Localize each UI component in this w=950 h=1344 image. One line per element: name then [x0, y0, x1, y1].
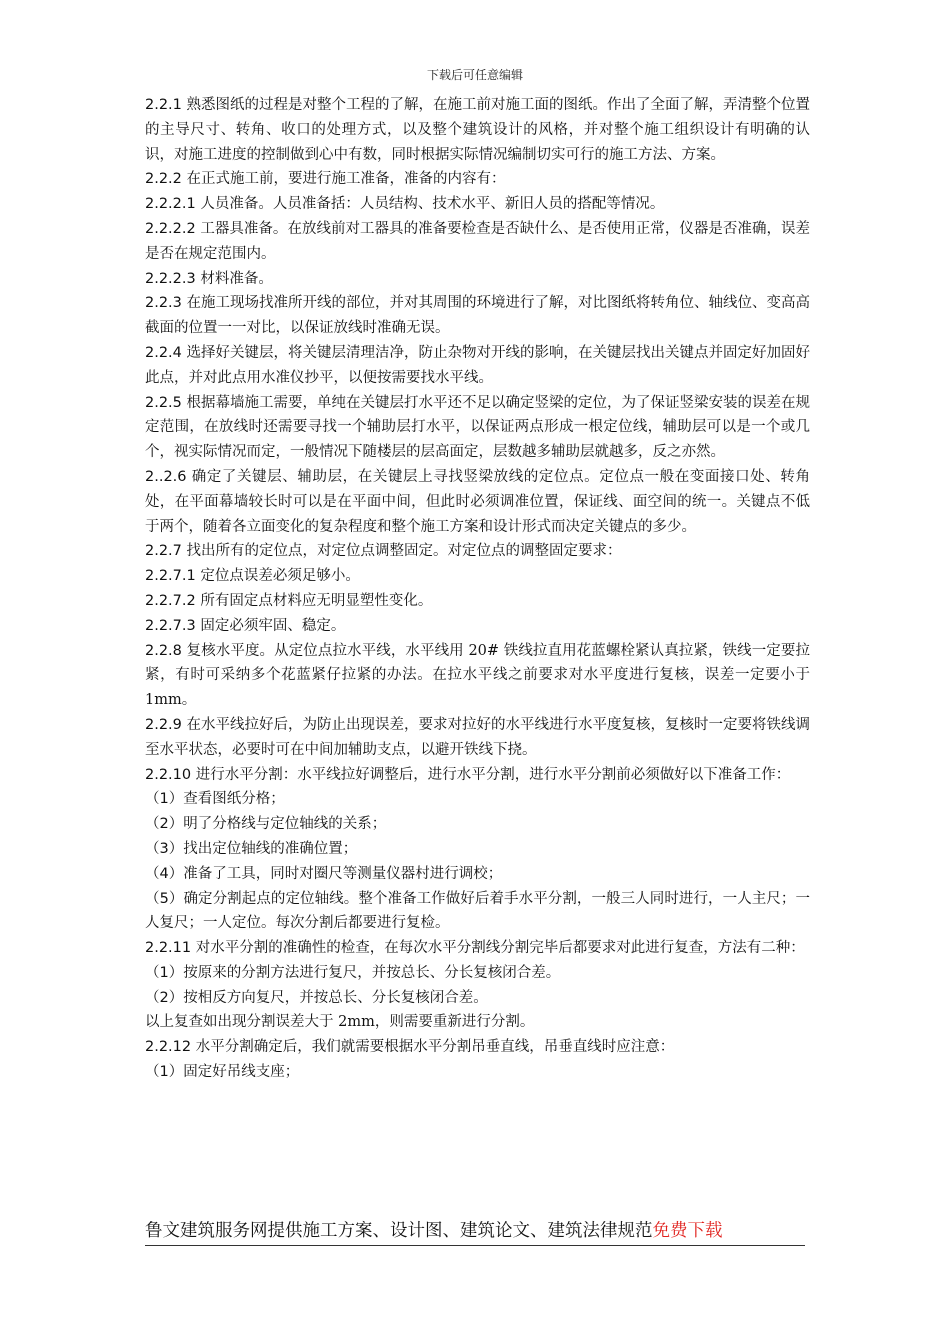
- paragraph: [145, 564, 810, 589]
- list-item: [145, 862, 810, 887]
- list-item-text: 准备了工具，同时对圈尺等测量仪器村进行调校；: [183, 865, 503, 882]
- list-number: （4）: [145, 865, 184, 882]
- list-number: （1）: [145, 964, 184, 981]
- paragraph: [145, 1010, 810, 1035]
- list-number: （1）: [145, 1064, 184, 1081]
- paragraph-text: 所有固定点材料应无明显塑性变化。: [195, 592, 433, 609]
- list-number: （3）: [145, 840, 184, 857]
- page-footer: [145, 1219, 805, 1246]
- list-item: [145, 887, 810, 937]
- paragraph-text: 定位点误差必须足够小。: [195, 568, 360, 585]
- footer-download-link[interactable]: 免费下载: [652, 1221, 723, 1241]
- paragraph: [145, 539, 810, 564]
- list-item: [145, 837, 810, 862]
- section-number: 2.2.5: [145, 394, 182, 411]
- paragraph-text: 水平分割确定后，我们就需要根据水平分割吊垂直线，吊垂直线时应注意：: [191, 1039, 675, 1056]
- list-number: （2）: [145, 989, 184, 1006]
- list-item: [145, 812, 810, 837]
- paragraph-text: 对水平分割的准确性的检查，在每次水平分割线分割完毕后都要求对此进行复查，方法有二种：: [191, 940, 805, 957]
- paragraph-text: 工器具准备。在放线前对工器具的准备要检查是否缺什么、是否使用正常，仪器是否准确，误差是否在规定范围内。: [145, 220, 810, 262]
- paragraph: [145, 465, 810, 539]
- footer-text: 鲁文建筑服务网提供施工方案、设计图、建筑论文、建筑法律规范: [145, 1221, 653, 1241]
- section-number: 2.2.10: [145, 766, 192, 783]
- paragraph: [145, 391, 810, 465]
- paragraph: [145, 341, 810, 391]
- paragraph: [145, 1035, 810, 1060]
- paragraph: [145, 167, 810, 192]
- document-body: [145, 93, 810, 1085]
- list-number: （1）: [145, 791, 184, 808]
- section-number: 2.2.9: [145, 716, 182, 733]
- section-number: 2.2.7.1: [145, 568, 196, 585]
- paragraph-text: 在正式施工前，要进行施工准备，准备的内容有：: [181, 171, 506, 188]
- section-number: 2.2.4: [145, 344, 182, 361]
- paragraph-text: 找出所有的定位点，对定位点调整固定。对定位点的调整固定要求：: [181, 543, 622, 560]
- list-item: [145, 787, 810, 812]
- list-item: [145, 961, 810, 986]
- section-number: 2.2.8: [145, 642, 182, 659]
- list-item-text: 按相反方向复尺，并按总长、分长复核闭合差。: [183, 989, 488, 1006]
- paragraph-text: 选择好关键层，将关键层清理洁净，防止杂物对开线的影响，在关键层找出关键点并固定好加固好此点，并对此点用水准仪抄平，以便按需要找水平线。: [145, 344, 811, 386]
- section-number: 2.2.1: [145, 97, 182, 113]
- paragraph-text: 复核水平度。从定位点拉水平线，水平线用 20# 铁线拉直用花蓝螺栓紧认真拉紧，铁线一定要拉紧，有时可采纳多个花蓝紧仔拉紧的办法。在拉水平线之前要求对水平度进行复核，误差一定要小于 1mm。: [145, 642, 810, 709]
- paragraph: [145, 763, 810, 788]
- paragraph: [145, 217, 810, 267]
- list-item-text: 明了分格线与定位轴线的关系；: [183, 816, 387, 833]
- paragraph-text: 熟悉图纸的过程是对整个工程的了解，在施工前对施工面的图纸。作出了全面了解，弄清整个位置的主导尺寸、转角、收口的处理方式，以及整个建筑设计的风格，并对整个施工组织设计有明确的认识，对施工进度的控制做到心中有数，同时根据实际情况编制切实可行的施工方法、方案。: [145, 97, 811, 163]
- section-number: 2.2.12: [145, 1039, 192, 1056]
- paragraph: [145, 614, 810, 639]
- paragraph-text: 在施工现场找准所开线的部位，并对其周围的环境进行了解，对比图纸将转角位、轴线位、变高高截面的位置一一对比，以保证放线时准确无误。: [145, 295, 811, 337]
- section-number: 2.2.3: [145, 295, 182, 312]
- section-number: 2..2.6: [145, 468, 187, 485]
- paragraph-text: 根据幕墙施工需要，单纯在关键层打水平还不足以确定竖梁的定位，为了保证竖梁安装的误差在规定范围，在放线时还需要寻找一个辅助层打水平，以保证两点形成一根定位线，辅助层可以是一个或几个，视实际情况而定，一般情况下随楼层的层高面定，层数越多辅助层就越多，反之亦然。: [145, 394, 811, 461]
- paragraph: [145, 192, 810, 217]
- section-number: 2.2.11: [145, 940, 192, 957]
- paragraph: [145, 291, 810, 341]
- list-number: （5）: [145, 890, 184, 907]
- section-number: 2.2.2.2: [145, 220, 196, 237]
- list-item: [145, 1060, 810, 1085]
- paragraph-text: 固定必须牢固、稳定。: [195, 617, 346, 634]
- list-item-text: 按原来的分割方法进行复尺，并按总长、分长复核闭合差。: [183, 964, 561, 981]
- list-item-text: 查看图纸分格；: [183, 791, 285, 808]
- paragraph-text: 以上复查如出现分割误差大于 2mm，则需要重新进行分割。: [145, 1014, 535, 1031]
- section-number: 2.2.2: [145, 171, 182, 188]
- paragraph: [145, 713, 810, 763]
- paragraph: [145, 93, 810, 167]
- list-number: （2）: [145, 816, 184, 833]
- list-item-text: 确定分割起点的定位轴线。整个准备工作做好后着手水平分割，一般三人同时进行，一人主尺；一人复尺；一人定位。每次分割后都要进行复检。: [145, 890, 810, 932]
- paragraph-text: 人员准备。人员准备括：人员结构、技术水平、新旧人员的搭配等情况。: [195, 196, 665, 213]
- paragraph-text: 进行水平分割：水平线拉好调整后，进行水平分割，进行水平分割前必须做好以下准备工作：: [191, 766, 791, 783]
- section-number: 2.2.7.3: [145, 617, 196, 634]
- section-number: 2.2.2.3: [145, 270, 196, 287]
- paragraph-text: 在水平线拉好后，为防止出现误差，要求对拉好的水平线进行水平度复核，复核时一定要将铁线调至水平状态，必要时可在中间加辅助支点，以避开铁线下挠。: [145, 716, 811, 758]
- section-number: 2.2.7.2: [145, 592, 196, 609]
- list-item-text: 找出定位轴线的准确位置；: [183, 840, 358, 857]
- paragraph: [145, 267, 810, 292]
- page-header: 下载后可任意编辑: [426, 68, 523, 82]
- section-number: 2.2.2.1: [145, 196, 196, 213]
- list-item: [145, 986, 810, 1011]
- list-item-text: 固定好吊线支座；: [183, 1064, 300, 1081]
- section-number: 2.2.7: [145, 543, 182, 560]
- paragraph: [145, 589, 810, 614]
- paragraph-text: 材料准备。: [195, 270, 273, 287]
- paragraph: [145, 936, 810, 961]
- paragraph-text: 确定了关键层、辅助层，在关键层上寻找竖梁放线的定位点。定位点一般在变面接口处、转角处，在平面幕墙较长时可以是在平面中间，但此时必须调准位置，保证线、面空间的统一。关键点不低于两个，随着各立面变化的复杂程度和整个施工方案和设计形式而决定关键点的多少。: [145, 468, 810, 535]
- paragraph: [145, 639, 810, 713]
